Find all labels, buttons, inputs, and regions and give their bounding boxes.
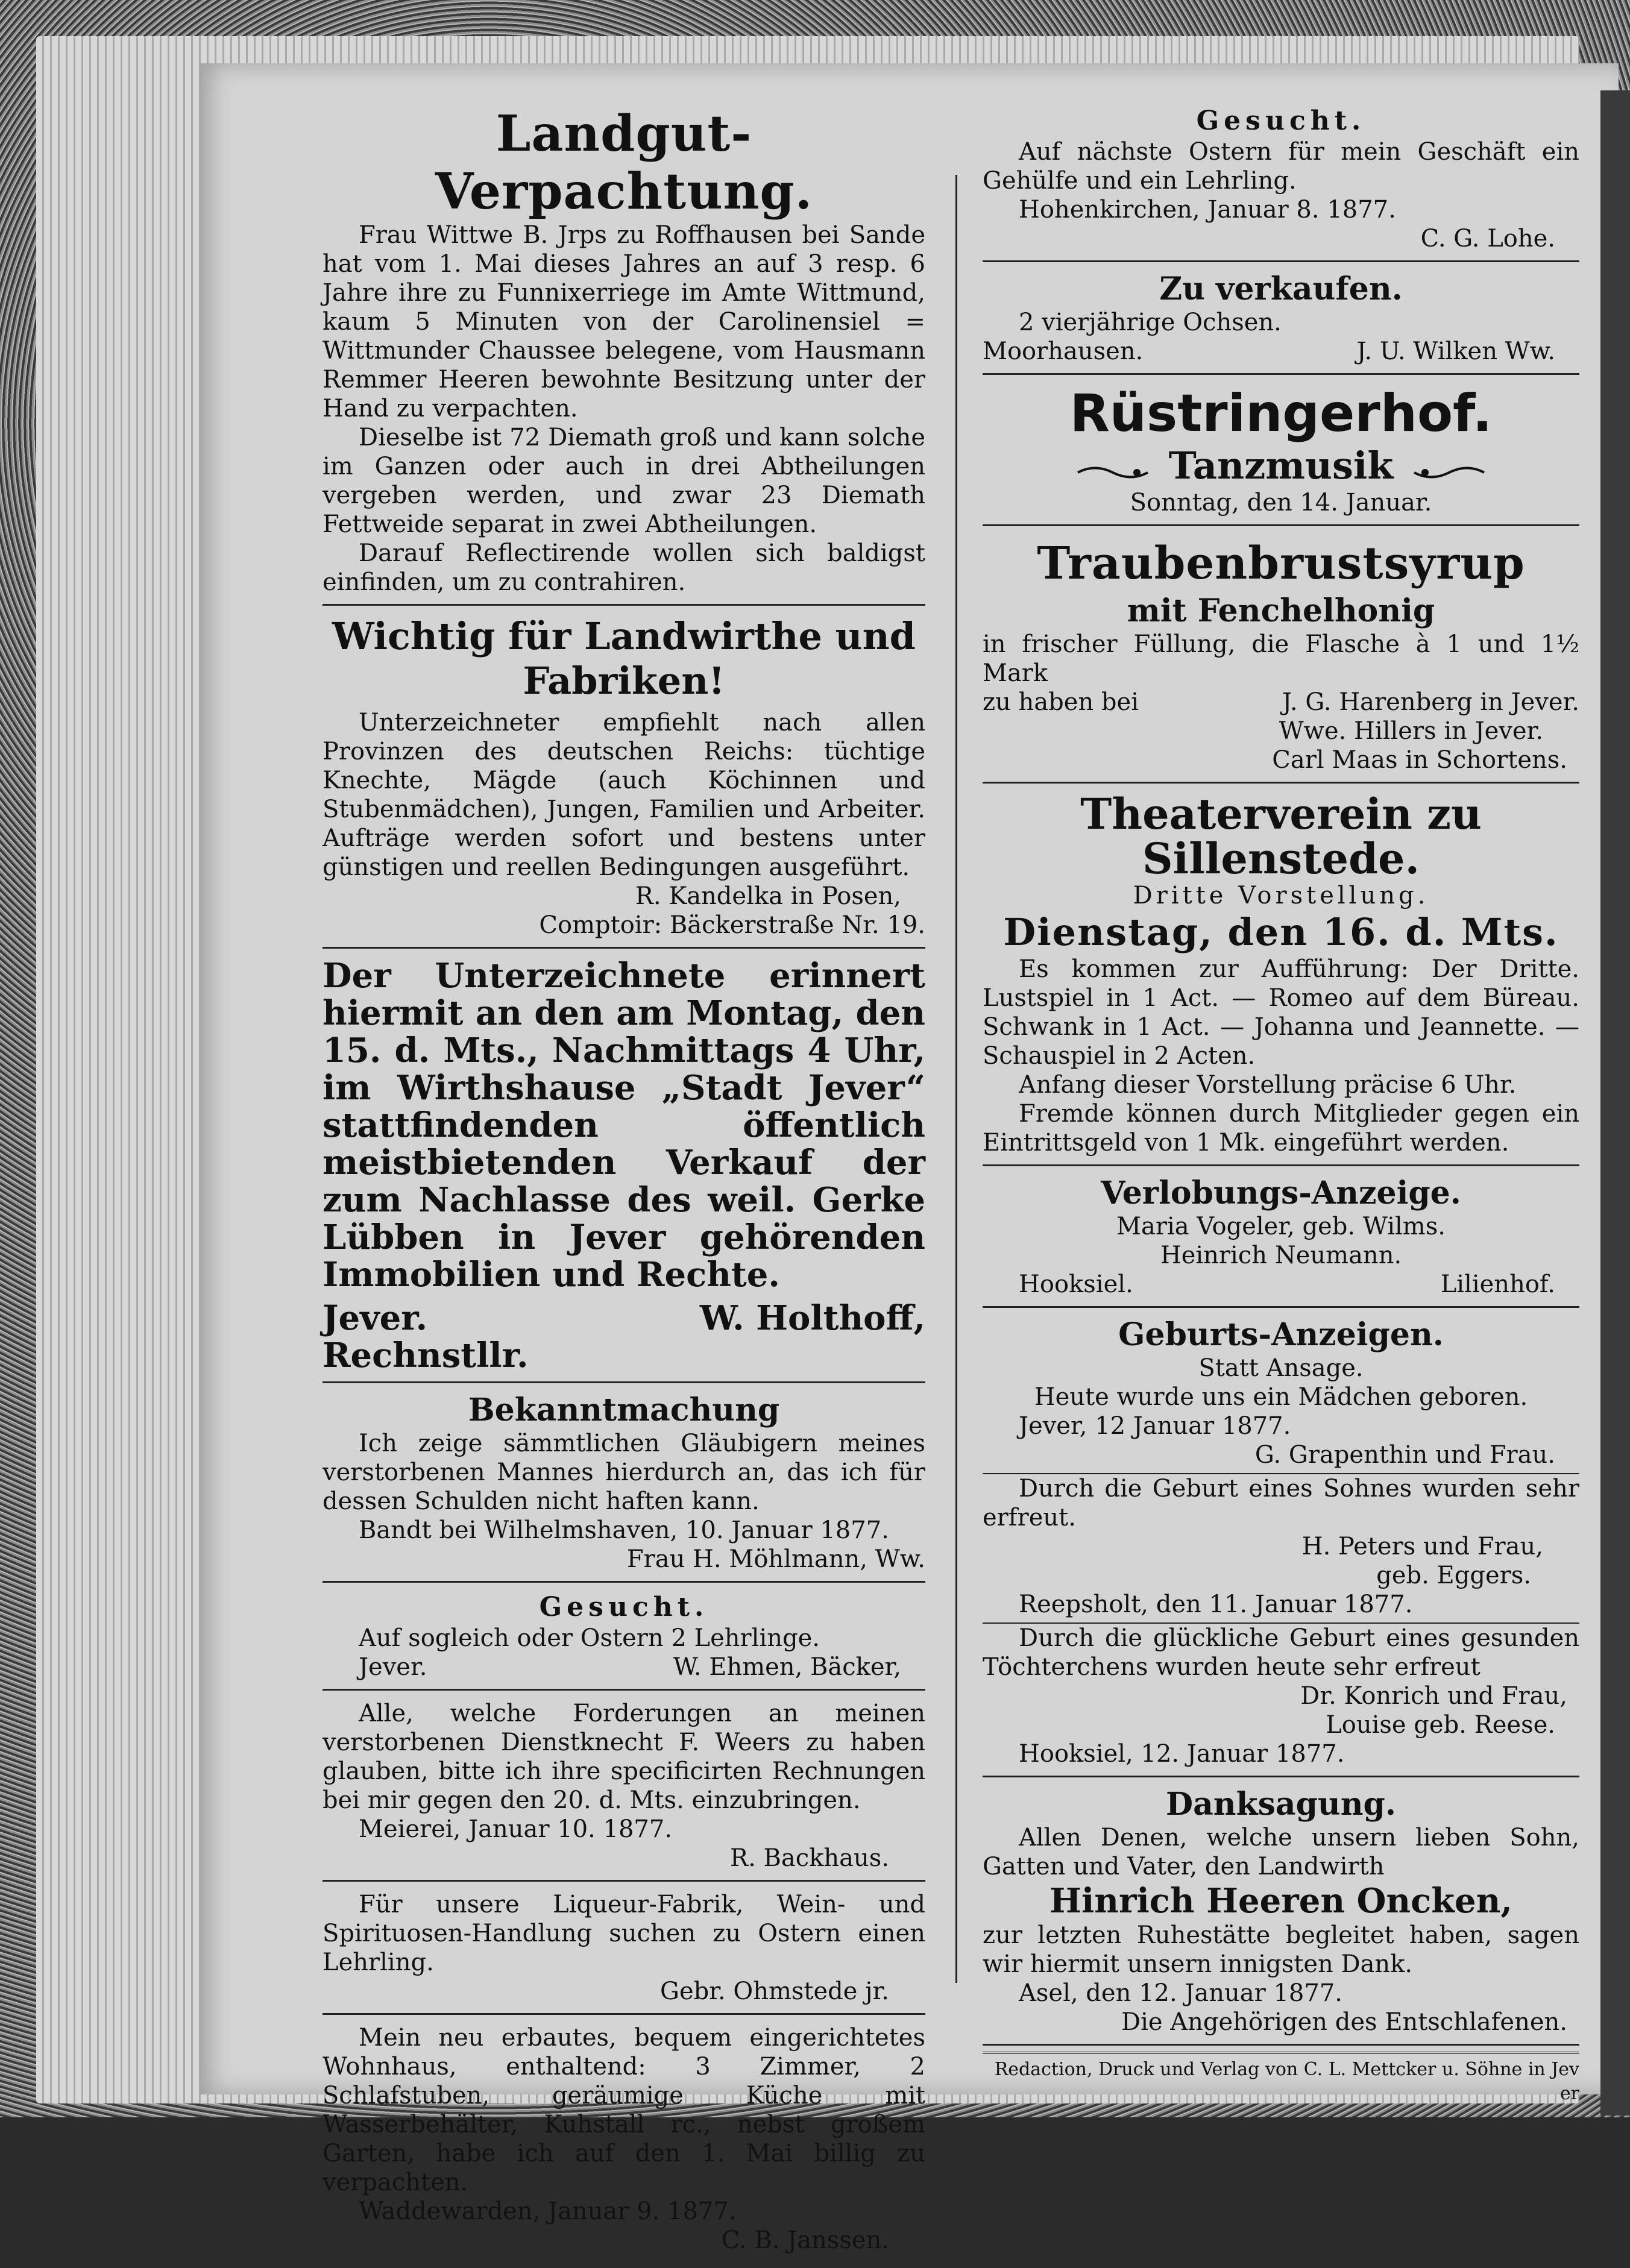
ad-wichtig xyxy=(323,612,925,949)
ad-place: Lilienhof. xyxy=(1440,1271,1555,1298)
ad-body: 2 vierjährige Ochsen. xyxy=(1019,309,1282,336)
ad-signature: Die Angehörigen des Entschlafenen. xyxy=(1121,2008,1567,2036)
ad-body: zur letzten Ruhestätte begleitet haben, sagen wir hiermit unsern innigsten Dank. xyxy=(983,1921,1579,1978)
ad-name: Hinrich Heeren Oncken, xyxy=(1049,1881,1512,1921)
ad-place: Waddewarden, Januar 9. 1877. xyxy=(359,2197,737,2225)
ad-bekanntmachung xyxy=(323,1389,925,1583)
ad-signature: J. G. Harenberg in Jever. xyxy=(1282,688,1579,716)
ad-signature: J. U. Wilken Ww. xyxy=(1356,338,1555,365)
ad-landgut xyxy=(323,102,925,606)
ad-signature: C. B. Janssen. xyxy=(721,2226,889,2254)
ad-subtitle: mit Fenchelhonig xyxy=(1127,592,1435,629)
ad-date: Dienstag, den 16. d. Mts. xyxy=(1003,910,1559,954)
ad-body: Der Unterzeichnete erinnert hiermit an den am Montag, den 15. d. Mts., Nachmittags 4 Uhr, im Wirthshause „Stadt Jever“ stattfindenden öffentlich meistbietenden Verkauf der zum Nachlasse des weil. Gerke Lübben in Jever gehörenden Immobilien und Rechte. xyxy=(323,956,925,1295)
ad-lead: zu haben bei xyxy=(983,688,1139,716)
ad-place: Jever. xyxy=(323,1298,428,1338)
ad-name: Heinrich Neumann. xyxy=(1160,1242,1402,1269)
ad-signature: geb. Eggers. xyxy=(1376,1562,1531,1589)
ad-subtitle: Tanzmusik xyxy=(1168,444,1394,488)
ad-signature-row xyxy=(983,1270,1579,1299)
ad-body: Auf sogleich oder Ostern 2 Lehrlinge. xyxy=(359,1624,820,1652)
ad-title: Verlobungs-Anzeige. xyxy=(1101,1175,1461,1211)
ad-body: Fremde können durch Mitglieder gegen ein Eintrittsgeld von 1 Mk. eingeführt werden. xyxy=(983,1100,1579,1157)
ad-signature: Frau H. Möhlmann, Ww. xyxy=(626,1545,925,1573)
ad-theaterverein xyxy=(983,790,1579,1166)
ad-signature: Comptoir: Bäckerstraße Nr. 19. xyxy=(539,911,925,939)
ad-place: Meierei, Januar 10. 1877. xyxy=(359,1815,673,1843)
ad-body: Mein neu erbautes, bequem eingerichtetes Wohnhaus, enthaltend: 3 Zimmer, 2 Schlafstuben, geräumige Küche mit Wasserbehälter, Kuhstall rc., nebst großem Garten, habe ich auf den 1. Mai billig zu verpachten. xyxy=(323,2024,925,2196)
ad-signature: Rechnstllr. xyxy=(323,1336,529,1375)
ad-signature: Gebr. Ohmstede jr. xyxy=(660,1977,889,2005)
ad-title: Rüstringerhof. xyxy=(1069,383,1493,444)
ornament-right-icon xyxy=(1413,463,1485,482)
ad-title: Landgut-Verpachtung. xyxy=(435,105,813,221)
ad-signature-row xyxy=(323,1653,925,1682)
ad-body: in frischer Füllung, die Flasche à 1 und 1½ Mark xyxy=(983,630,1579,687)
ad-body: Allen Denen, welche unsern lieben Sohn, Gatten und Vater, den Landwirth xyxy=(983,1824,1579,1880)
ornament-left-icon xyxy=(1077,463,1149,482)
ad-body: Es kommen zur Aufführung: Der Dritte. Lustspiel in 1 Act. — Romeo auf dem Büreau. Schwank in 1 Act. — Johanna und Jeannette. — Schauspiel in 2 Acten. xyxy=(983,955,1579,1070)
ad-body: Ich zeige sämmtlichen Gläubigern meines verstorbenen Mannes hierdurch an, das ich für dessen Schulden nicht haften kann. xyxy=(323,1430,925,1515)
ad-wohnhaus xyxy=(323,2021,925,2262)
ad-traubenbrustsyrup xyxy=(983,532,1579,784)
ad-date: Sonntag, den 14. Januar. xyxy=(1130,489,1432,517)
ad-body: Heute wurde uns ein Mädchen geboren. xyxy=(1034,1383,1528,1411)
ad-body: Dieselbe ist 72 Diemath groß und kann solche im Ganzen oder auch in drei Abtheilungen vergeben werden, und zwar 23 Diemath Fettweide separat in zwei Abtheilungen. xyxy=(323,424,925,538)
ad-body: Für unsere Liqueur-Fabrik, Wein- und Spirituosen-Handlung suchen zu Ostern einen Lehrling. xyxy=(323,1891,925,1976)
right-column xyxy=(983,102,1579,2106)
ad-signature: C. G. Lohe. xyxy=(1420,225,1555,253)
ad-title: Bekanntmachung xyxy=(468,1392,780,1428)
ad-signature-row xyxy=(323,1299,925,1337)
ad-signature: R. Backhaus. xyxy=(729,1844,889,1872)
ad-forderungen xyxy=(323,1697,925,1882)
ad-body: Unterzeichneter empfiehlt nach allen Provinzen des deutschen Reichs: tüchtige Knechte, Mägde (auch Köchinnen und Stubenmädchen), Jungen, Familien und Arbeiter. Aufträge werden sofort und bestens unter günstigen und reellen Bedingungen ausgeführt. xyxy=(323,709,925,881)
ad-body: Durch die Geburt eines Sohnes wurden sehr erfreut. xyxy=(983,1475,1579,1531)
ad-danksagung xyxy=(983,1783,1579,2046)
ad-body: Alle, welche Forderungen an meinen verstorbenen Dienstknecht F. Weers zu haben glauben, bitte ich ihre specificirten Rechnungen bei mir gegen den 20. d. Mts. einzubringen. xyxy=(323,1700,925,1814)
ad-title: Theaterverein zu Sillenstede. xyxy=(1080,789,1482,884)
ad-signature: R. Kandelka in Posen, xyxy=(635,882,901,910)
ad-body: Frau Wittwe B. Jrps zu Roffhausen bei Sande hat vom 1. Mai dieses Jahres an auf 3 resp. 6 Jahre ihre zu Funnixerriege im Amte Wittmund, kaum 5 Minuten von der Carolinensiel = Wittmunder Chaussee belegene, vom Hausmann Remmer Heeren bewohnte Besitzung unter der Hand zu verpachten. xyxy=(323,221,925,423)
ad-place: Jever, 12 Januar 1877. xyxy=(1019,1412,1291,1440)
ad-signature: Carl Maas in Schortens. xyxy=(1272,746,1567,774)
ad-title: Fabriken! xyxy=(523,659,725,703)
ad-signature: H. Peters und Frau, xyxy=(1301,1533,1543,1560)
imprint: Redaction, Druck und Verlag von C. L. Mettcker u. Söhne in Jev er xyxy=(983,2052,1579,2106)
ad-body: Durch die glückliche Geburt eines gesunden Töchterchens wurden heute sehr erfreut xyxy=(983,1624,1579,1681)
ad-subtitle: Dritte Vorstellung. xyxy=(1133,882,1429,909)
ad-subtitle: Statt Ansage. xyxy=(1198,1354,1364,1382)
ad-signature-row xyxy=(983,337,1579,366)
left-column xyxy=(323,102,925,2268)
ad-title: Danksagung. xyxy=(1165,1786,1397,1823)
ad-signature: Louise geb. Reese. xyxy=(1326,1711,1555,1739)
ad-place: Moorhausen. xyxy=(983,338,1144,365)
ad-title: Zu verkaufen. xyxy=(1159,271,1403,307)
ad-title: Traubenbrustsyrup xyxy=(1037,538,1525,589)
ad-body: Anfang dieser Vorstellung präcise 6 Uhr. xyxy=(1019,1071,1517,1099)
ad-signature-row xyxy=(983,688,1579,717)
ad-place: Bandt bei Wilhelmshaven, 10. Januar 1877. xyxy=(359,1516,889,1544)
ad-signature: G. Grapenthin und Frau. xyxy=(983,1440,1579,1474)
ad-zu-verkaufen xyxy=(983,268,1579,375)
ad-subtitle-row xyxy=(983,444,1579,488)
column-divider xyxy=(955,175,957,1983)
ad-geburt xyxy=(983,1314,1579,1777)
ad-title: Gesucht. xyxy=(539,1592,709,1622)
ad-signature: Wwe. Hillers in Jever. xyxy=(1279,717,1543,745)
ad-place: Hooksiel, 12. Januar 1877. xyxy=(1019,1740,1345,1768)
ad-place: Hooksiel. xyxy=(1019,1271,1133,1298)
ad-place: Reepsholt, den 11. Januar 1877. xyxy=(983,1590,1579,1624)
ad-verkauf xyxy=(323,955,925,1383)
ad-place: Asel, den 12. Januar 1877. xyxy=(1019,1979,1342,2007)
ad-liqueur xyxy=(323,1888,925,2015)
ad-signature: W. Ehmen, Bäcker, xyxy=(673,1653,901,1681)
ad-place: Jever. xyxy=(359,1653,427,1681)
ad-signature: Dr. Konrich und Frau, xyxy=(1300,1682,1567,1710)
ad-gesucht-right xyxy=(983,102,1579,262)
ad-body: Auf nächste Ostern für mein Geschäft ein Gehülfe und ein Lehrling. xyxy=(983,138,1579,195)
ad-title: Wichtig für Landwirthe und xyxy=(332,614,916,658)
next-page-edge xyxy=(1600,90,1630,2116)
ad-verlobung xyxy=(983,1172,1579,1308)
ad-place: Hohenkirchen, Januar 8. 1877. xyxy=(1019,196,1396,224)
ad-ruestringerhof xyxy=(983,381,1579,526)
ad-title: Gesucht. xyxy=(1196,105,1366,136)
ad-signature: W. Holthoff, xyxy=(699,1298,925,1338)
ad-gesucht xyxy=(323,1589,925,1691)
ad-name: Maria Vogeler, geb. Wilms. xyxy=(1116,1213,1446,1240)
ad-body: Darauf Reflectirende wollen sich baldigst einfinden, um zu contrahiren. xyxy=(323,539,925,596)
ad-title: Geburts-Anzeigen. xyxy=(1118,1316,1444,1353)
